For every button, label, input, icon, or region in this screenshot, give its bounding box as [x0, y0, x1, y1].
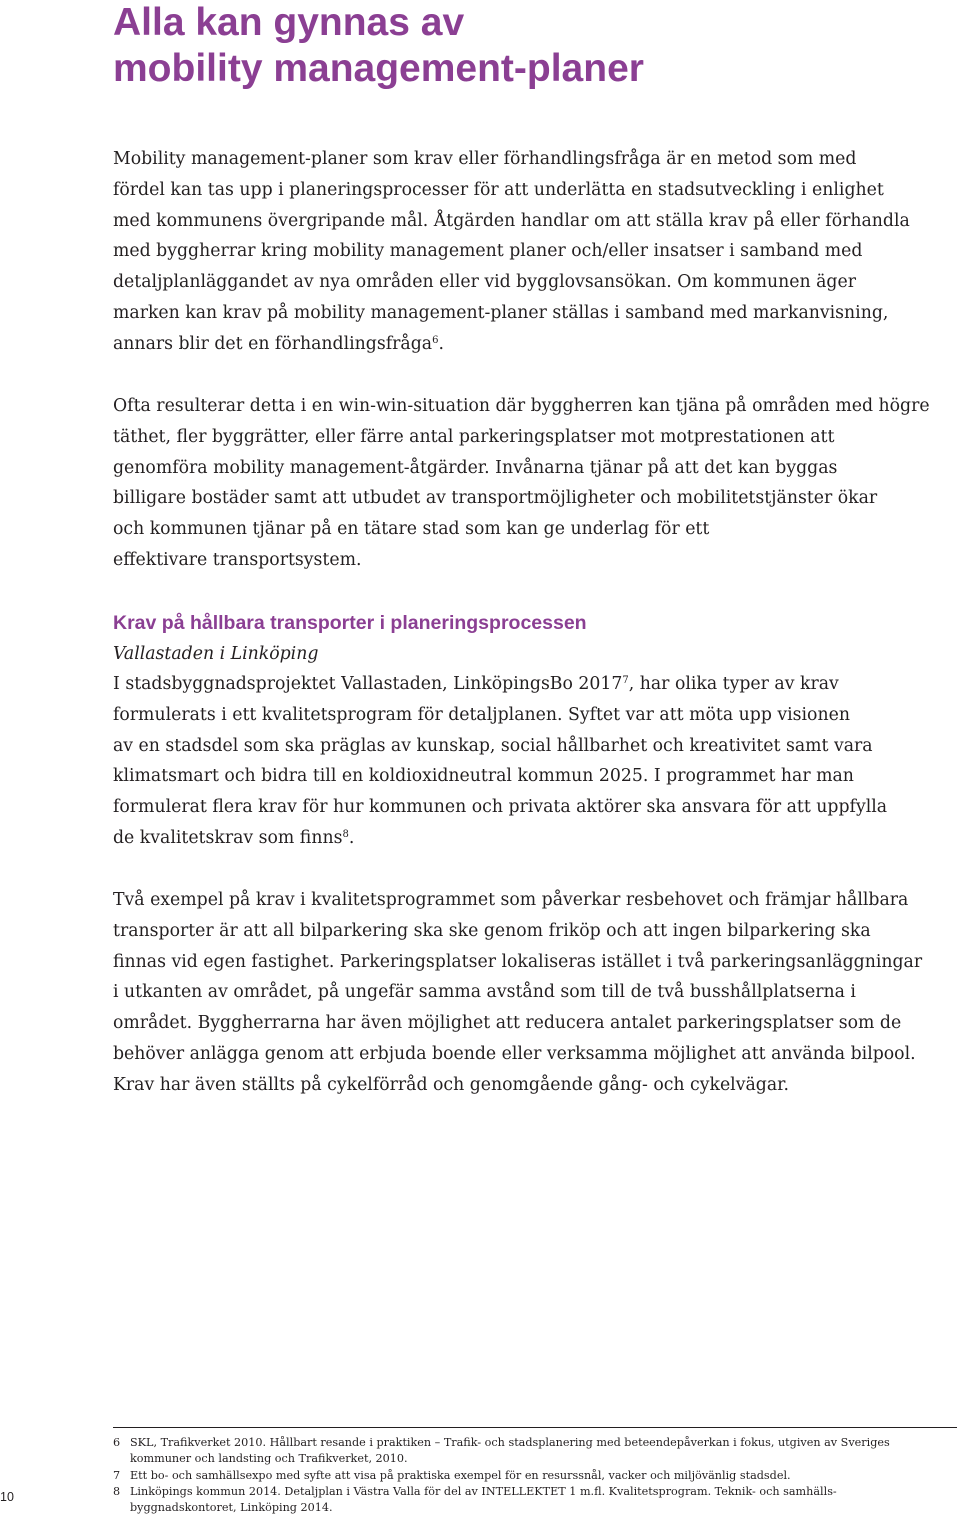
- footnote-text: [130, 1435, 890, 1468]
- text-fragment: .: [348, 827, 355, 848]
- footnote-line: SKL, Trafikverket 2010. Hållbart resande i praktiken – Trafik- och stadsplanering med beteendepåverkan i fokus, utgiven av Sveriges: [130, 1436, 890, 1449]
- section-caption: Vallastaden i Linköping: [113, 644, 319, 664]
- text-line: med byggherrar kring mobility management planer och/eller insatser i samband med: [113, 241, 863, 262]
- text-line: transporter är att all bilparkering ska ske genom friköp och att ingen bilparkering ska: [113, 920, 871, 941]
- text-line: klimatsmart och bidra till en koldioxidneutral kommun 2025. I programmet har man: [113, 766, 854, 787]
- text-fragment: I stadsbyggnadsprojektet Vallastaden, LinköpingsBo 2017: [113, 674, 623, 694]
- text-line: Mobility management-planer som krav eller förhandlingsfråga är en metod som med: [113, 149, 857, 169]
- text-line: Två exempel på krav i kvalitetsprogrammet som påverkar resbehovet och främjar hållbara: [113, 890, 909, 910]
- footnote-text: [130, 1468, 791, 1484]
- footnote-line: kommuner och landsting och Trafikverket, 2010.: [130, 1452, 408, 1466]
- text-line: [113, 329, 958, 360]
- footnote-line: Linköpings kommun 2014. Detaljplan i Västra Valla för del av INTELLEKTET 1 m.fl. Kvalitetsprogram. Teknik- och samhälls-: [130, 1484, 837, 1498]
- text-fragment: , har olika typer av krav: [628, 674, 839, 694]
- footnote-reference: 8: [342, 828, 349, 840]
- paragraph-examples: [113, 885, 958, 1101]
- text-fragment: .: [438, 333, 444, 354]
- footnote-number: 8: [113, 1484, 121, 1498]
- text-line: fördel kan tas upp i planeringsprocesser för att underlätta en stadsutveckling i enlighet: [113, 179, 884, 200]
- text-line: [113, 823, 958, 854]
- text-line: finnas vid egen fastighet. Parkeringsplatser lokaliseras istället i två parkeringsanläggningar: [113, 951, 923, 972]
- footnote-number: 7: [113, 1468, 121, 1482]
- footnote: [113, 1484, 957, 1517]
- footnote-divider: [113, 1427, 957, 1428]
- text-fragment: annars blir det en förhandlingsfråga: [113, 333, 433, 354]
- footnotes: [113, 1435, 957, 1516]
- footnote-line: Ett bo- och samhällsexpo med syfte att visa på praktiska exempel för en resurssnål, vacker och miljövänlig stadsdel.: [130, 1468, 791, 1482]
- text-line: av en stadsdel som ska präglas av kunskap, social hållbarhet och kreativitet samt vara: [113, 735, 873, 756]
- footnote-text: [130, 1484, 837, 1517]
- page-title: [113, 0, 933, 92]
- footnote-number: 6: [113, 1436, 121, 1449]
- footnote: [113, 1435, 957, 1468]
- text-line: detaljplanläggandet av nya områden eller vid bygglovsansökan. Om kommunen äger: [113, 272, 856, 293]
- text-line: effektivare transportsystem.: [113, 549, 362, 570]
- text-fragment: de kvalitetskrav som finns: [113, 827, 343, 848]
- text-line: marken kan krav på mobility management-planer ställas i samband med markanvisning,: [113, 302, 889, 323]
- text-line: [113, 669, 958, 700]
- footnote-reference: 7: [622, 675, 629, 686]
- text-line: täthet, fler byggrätter, eller färre antal parkeringsplatser mot motprestationen att: [113, 426, 835, 447]
- page-number: 10: [0, 1490, 14, 1504]
- text-line: behöver anlägga genom att erbjuda boende eller verksamma möjlighet att använda bilpool.: [113, 1043, 916, 1064]
- text-line: billigare bostäder samt att utbudet av transportmöjligheter och mobilitetstjänster ökar: [113, 488, 878, 509]
- text-line: genomföra mobility management-åtgärder. Invånarna tjänar på att det kan byggas: [113, 457, 838, 478]
- footnote: [113, 1468, 957, 1484]
- text-line: formulerats i ett kvalitetsprogram för detaljplanen. Syftet var att möta upp visionen: [113, 704, 850, 725]
- text-line: Ofta resulterar detta i en win-win-situation där byggherren kan tjäna på områden med högre: [113, 396, 930, 416]
- footnote-line: byggnadskontoret, Linköping 2014.: [130, 1501, 333, 1515]
- text-line: och kommunen tjänar på en tätare stad som kan ge underlag för ett: [113, 519, 710, 540]
- paragraph-vallastaden: [113, 669, 958, 854]
- text-line: formulerat flera krav för hur kommunen och privata aktörer ska ansvara för att uppfylla: [113, 797, 888, 818]
- footnote-reference: 6: [432, 334, 439, 346]
- section-heading: Krav på hållbara transporter i planeringsprocessen: [113, 612, 587, 634]
- text-line: området. Byggherrarna har även möjlighet att reducera antalet parkeringsplatser som de: [113, 1013, 902, 1034]
- page-title-line: Alla kan gynnas av: [113, 1, 465, 44]
- paragraph-intro: [113, 144, 958, 360]
- text-line: i utkanten av området, på ungefär samma avstånd som till de två busshållplatserna i: [113, 982, 856, 1003]
- text-line: med kommunens övergripande mål. Åtgärden handlar om att ställa krav på eller förhandla: [113, 210, 910, 231]
- page-title-line: mobility management-planer: [113, 47, 644, 90]
- paragraph-win-win: [113, 391, 958, 576]
- text-line: Krav har även ställts på cykelförråd och genomgående gång- och cykelvägar.: [113, 1074, 789, 1095]
